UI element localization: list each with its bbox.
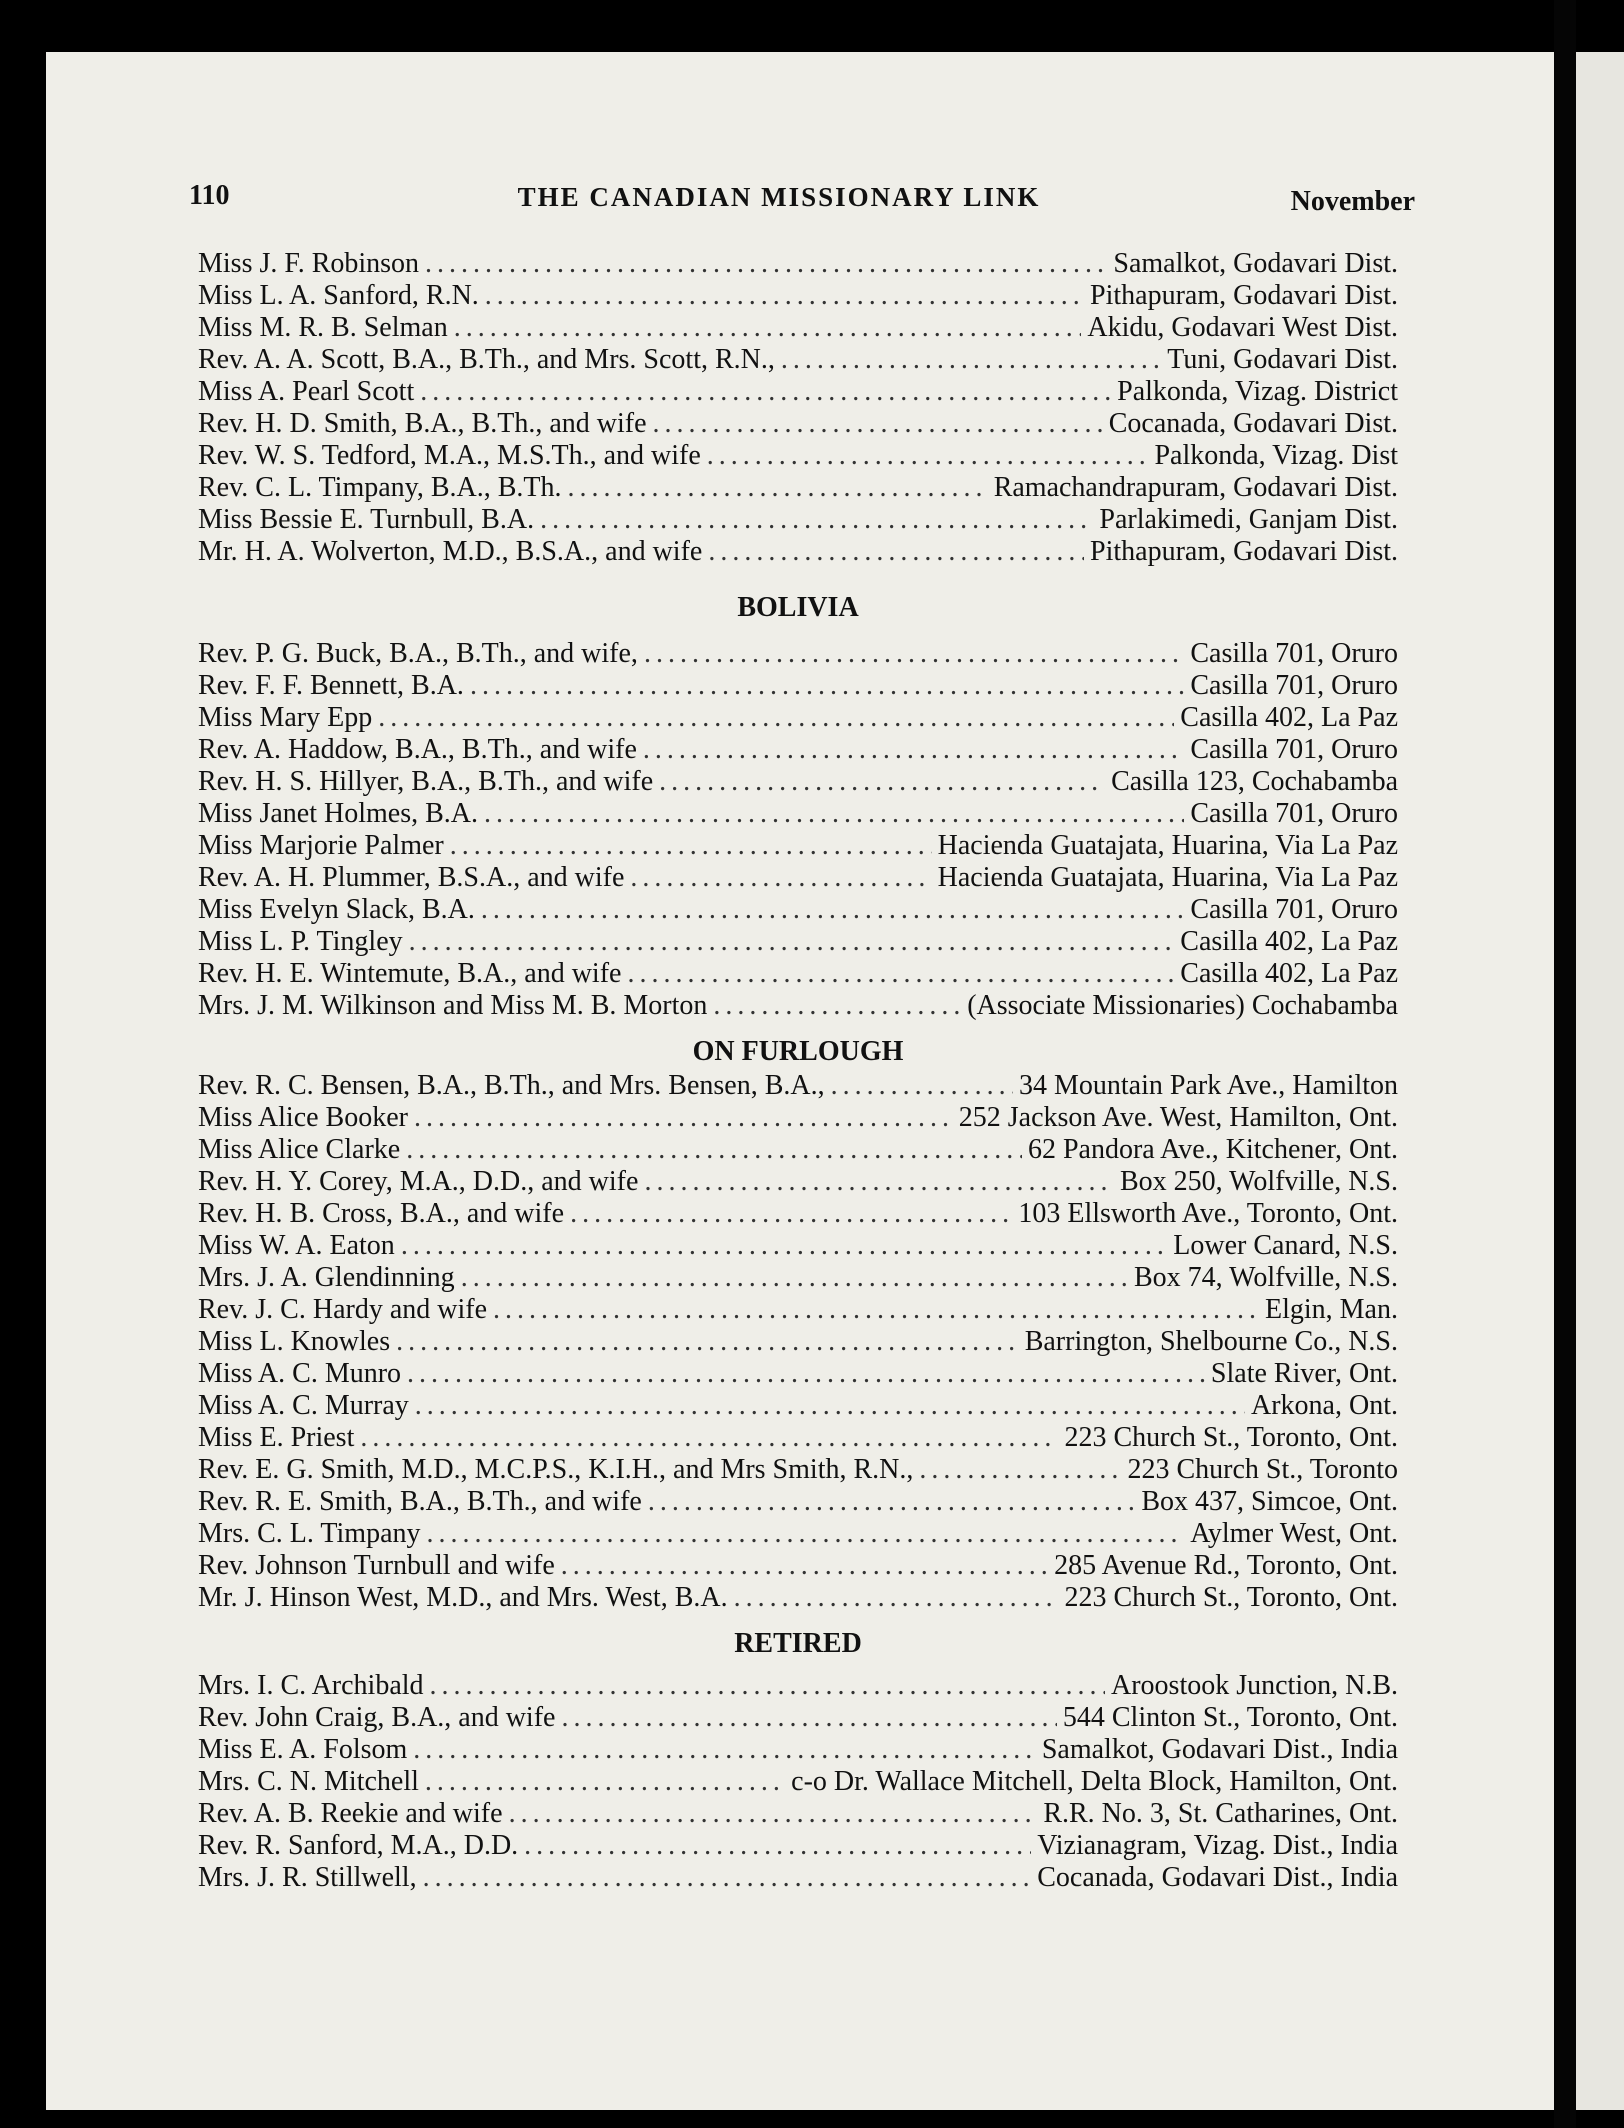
directory-entry [198,1198,1398,1230]
entry-name: Mrs. C. N. Mitchell [198,1766,419,1797]
leader-dots [481,894,1184,926]
entry-location: 223 Church St., Toronto, Ont. [1064,1422,1398,1453]
leader-dots [659,766,1105,798]
leader-dots [396,1326,1019,1358]
leader-dots [414,1102,953,1134]
entry-name: Miss Mary Epp [198,702,373,733]
leader-dots [461,1262,1128,1294]
directory-entry [198,1422,1398,1454]
directory-entry [198,248,1398,280]
leader-dots [524,1830,1031,1862]
entry-location: Palkonda, Vizag. District [1117,376,1398,407]
entry-location: 223 Church St., Toronto, Ont. [1064,1582,1398,1613]
entry-location: Casilla 701, Oruro [1190,894,1398,925]
entry-location: Box 250, Wolfville, N.S. [1119,1166,1398,1197]
leader-dots [708,536,1084,568]
entry-name: Rev. A. Haddow, B.A., B.Th., and wife [198,734,637,765]
entry-name: Miss Janet Holmes, B.A. [198,798,478,829]
entry-location: Samalkot, Godavari Dist., India [1041,1734,1398,1765]
entry-location: Casilla 402, La Paz [1180,958,1398,989]
leader-dots [401,1230,1167,1262]
entry-name: Miss J. F. Robinson [198,248,420,279]
entry-name: Rev. R. Sanford, M.A., D.D. [198,1830,519,1861]
entry-name: Rev. E. G. Smith, M.D., M.C.P.S., K.I.H., and Mrs Smith, R.N., [198,1454,914,1485]
entry-name: Miss E. A. Folsom [198,1734,408,1765]
entry-name: Rev. A. A. Scott, B.A., B.Th., and Mrs. Scott, R.N., [198,344,775,375]
leader-dots [648,1486,1135,1518]
leader-dots [627,958,1174,990]
entry-location: Barrington, Shelbourne Co., N.S. [1024,1326,1398,1357]
entry-location: Box 437, Simcoe, Ont. [1141,1486,1398,1517]
leader-dots [409,926,1175,958]
leader-dots [427,1518,1185,1550]
entry-name: Rev. C. L. Timpany, B.A., B.Th. [198,472,562,503]
leader-dots [425,248,1107,280]
leader-dots [734,1582,1059,1614]
directory-entry [198,1262,1398,1294]
directory-entry [198,638,1398,670]
entry-name: Mr. H. A. Wolverton, M.D., B.S.A., and wife [198,536,703,567]
leader-dots [919,1454,1121,1486]
entry-name: Rev. A. B. Reekie and wife [198,1798,503,1829]
directory-entry [198,1326,1398,1358]
entry-location: Casilla 402, La Paz [1180,926,1398,957]
entry-location: Tuni, Godavari Dist. [1167,344,1398,375]
entry-name: Mrs. J. R. Stillwell, [198,1862,417,1893]
directory-entry [198,1294,1398,1326]
entry-location: Casilla 701, Oruro [1190,734,1398,765]
leader-dots [781,344,1161,376]
entry-name: Mrs. J. M. Wilkinson and Miss M. B. Morton [198,990,708,1021]
leader-dots [707,440,1149,472]
directory-entry [198,1550,1398,1582]
entry-location: 34 Mountain Park Ave., Hamilton [1019,1070,1398,1101]
leader-dots [454,312,1082,344]
leader-dots [420,376,1111,408]
entry-location: Aroostook Junction, N.B. [1111,1670,1398,1701]
directory-entry [198,312,1398,344]
directory-entry [198,1702,1398,1734]
entry-location: Casilla 123, Cochabamba [1111,766,1398,797]
entry-location: Cocanada, Godavari Dist. [1108,408,1398,439]
leader-dots [643,734,1184,766]
leader-dots [415,1390,1245,1422]
leader-dots [378,702,1174,734]
leader-dots [470,670,1184,702]
facing-page-edge [1576,52,1624,2110]
directory-entry [198,830,1398,862]
entry-location: 285 Avenue Rd., Toronto, Ont. [1054,1550,1398,1581]
directory-entry [198,798,1398,830]
entry-location: Casilla 701, Oruro [1190,798,1398,829]
directory-entry [198,1454,1398,1486]
leader-dots [653,408,1103,440]
directory-entry [198,1102,1398,1134]
directory-entry [198,472,1398,504]
entry-name: Miss L. P. Tingley [198,926,403,957]
entry-name: Rev. John Craig, B.A., and wife [198,1702,556,1733]
entry-location: 62 Pandora Ave., Kitchener, Ont. [1027,1134,1398,1165]
entry-location: Box 74, Wolfville, N.S. [1133,1262,1398,1293]
directory-entry [198,1166,1398,1198]
entry-name: Miss Marjorie Palmer [198,830,444,861]
entry-name: Miss E. Priest [198,1422,355,1453]
entry-name: Mrs. I. C. Archibald [198,1670,424,1701]
directory-entry [198,1862,1398,1894]
directory-entry [198,440,1398,472]
entry-name: Rev. H. Y. Corey, M.A., D.D., and wife [198,1166,639,1197]
leader-dots [570,1198,1012,1230]
directory-entry [198,862,1398,894]
directory-entry [198,1358,1398,1390]
entry-name: Rev. R. E. Smith, B.A., B.Th., and wife [198,1486,642,1517]
directory-entry [198,1830,1398,1862]
entry-location: Akidu, Godavari West Dist. [1087,312,1398,343]
entry-location: Casilla 701, Oruro [1190,638,1398,669]
leader-dots [406,1134,1022,1166]
entry-location: Ramachandrapuram, Godavari Dist. [993,472,1398,503]
directory-entry [198,1582,1398,1614]
publication-title: THE CANADIAN MISSIONARY LINK [517,182,1041,212]
leader-dots [831,1070,1013,1102]
entry-name: Rev. W. S. Tedford, M.A., M.S.Th., and wife [198,440,701,471]
leader-dots [568,472,988,504]
entry-name: Rev. J. C. Hardy and wife [198,1294,488,1325]
entry-location: Samalkot, Godavari Dist. [1113,248,1398,279]
leader-dots [413,1734,1036,1766]
directory-entry [198,1390,1398,1422]
directory-entry [198,958,1398,990]
entry-location: 544 Clinton St., Toronto, Ont. [1062,1702,1398,1733]
directory-entry [198,734,1398,766]
entry-name: Mrs. C. L. Timpany [198,1518,421,1549]
leader-dots [630,862,931,894]
directory-entry [198,990,1398,1022]
entry-name: Rev. R. C. Bensen, B.A., B.Th., and Mrs. Bensen, B.A., [198,1070,825,1101]
leader-dots [540,504,1093,536]
entry-location: (Associate Missionaries) Cochabamba [967,990,1398,1021]
leader-dots [644,1166,1114,1198]
entry-location: Lower Canard, N.S. [1173,1230,1398,1261]
entry-name: Rev. Johnson Turnbull and wife [198,1550,555,1581]
entry-name: Mrs. J. A. Glendinning [198,1262,455,1293]
directory-entry [198,1134,1398,1166]
entry-name: Miss A. C. Munro [198,1358,402,1389]
entry-name: Rev. H. S. Hillyer, B.A., B.Th., and wife [198,766,654,797]
directory-entry [198,1670,1398,1702]
entry-name: Rev. H. D. Smith, B.A., B.Th., and wife [198,408,647,439]
entry-location: Palkonda, Vizag. Dist [1154,440,1398,471]
entry-name: Miss Alice Clarke [198,1134,401,1165]
entry-name: Miss Alice Booker [198,1102,408,1133]
leader-dots [509,1798,1038,1830]
entry-name: Rev. P. G. Buck, B.A., B.Th., and wife, [198,638,638,669]
entry-name: Miss A. Pearl Scott [198,376,415,407]
directory-entry [198,408,1398,440]
directory-entry [198,766,1398,798]
entry-name: Miss L. Knowles [198,1326,391,1357]
book-gutter [1554,0,1576,2128]
leader-dots [423,1862,1032,1894]
section-heading-furlough: ON FURLOUGH [692,1036,904,1067]
entry-location: Parlakimedi, Ganjam Dist. [1099,504,1398,535]
directory-entry [198,1798,1398,1830]
directory-entry [198,1486,1398,1518]
entry-name: Miss W. A. Eaton [198,1230,395,1261]
section-heading-retired: RETIRED [734,1628,862,1659]
leader-dots [407,1358,1205,1390]
entry-location: Arkona, Ont. [1251,1390,1398,1421]
entry-location: Hacienda Guatajata, Huarina, Via La Paz [937,830,1398,861]
issue-month: November [1290,186,1415,217]
entry-location: 223 Church St., Toronto [1127,1454,1398,1485]
directory-entry [198,702,1398,734]
entry-name: Mr. J. Hinson West, M.D., and Mrs. West, B.A. [198,1582,728,1613]
entry-name: Miss A. C. Murray [198,1390,409,1421]
directory-entry [198,376,1398,408]
directory-entry [198,1766,1398,1798]
entry-location: R.R. No. 3, St. Catharines, Ont. [1043,1798,1398,1829]
entry-location: Casilla 701, Oruro [1190,670,1398,701]
directory-entry [198,1518,1398,1550]
page-number: 110 [189,180,230,211]
directory-entry [198,1734,1398,1766]
leader-dots [561,1550,1048,1582]
entry-location: 252 Jackson Ave. West, Hamilton, Ont. [958,1102,1398,1133]
leader-dots [485,280,1084,312]
entry-name: Miss L. A. Sanford, R.N. [198,280,479,311]
entry-name: Rev. H. B. Cross, B.A., and wife [198,1198,565,1229]
entry-name: Rev. H. E. Wintemute, B.A., and wife [198,958,622,989]
entry-location: Cocanada, Godavari Dist., India [1037,1862,1398,1893]
directory-entry [198,1070,1398,1102]
entry-location: Aylmer West, Ont. [1190,1518,1398,1549]
leader-dots [561,1702,1056,1734]
entry-location: Casilla 402, La Paz [1180,702,1398,733]
entry-name: Rev. A. H. Plummer, B.S.A., and wife [198,862,625,893]
leader-dots [493,1294,1259,1326]
directory-entry [198,894,1398,926]
leader-dots [713,990,961,1022]
directory-entry [198,926,1398,958]
entry-location: Vizianagram, Vizag. Dist., India [1037,1830,1398,1861]
directory-entry [198,1230,1398,1262]
leader-dots [484,798,1184,830]
directory-entry [198,504,1398,536]
directory-entry [198,344,1398,376]
leader-dots [450,830,932,862]
entry-location: Pithapuram, Godavari Dist. [1090,280,1398,311]
entry-location: Slate River, Ont. [1210,1358,1398,1389]
entry-location: Pithapuram, Godavari Dist. [1090,536,1398,567]
entry-location: Hacienda Guatajata, Huarina, Via La Paz [937,862,1398,893]
section-heading-bolivia: BOLIVIA [737,592,859,623]
entry-name: Miss Bessie E. Turnbull, B.A. [198,504,535,535]
entry-location: Elgin, Man. [1265,1294,1398,1325]
leader-dots [360,1422,1058,1454]
entry-name: Miss M. R. B. Selman [198,312,448,343]
directory-entry [198,280,1398,312]
entry-name: Miss Evelyn Slack, B.A. [198,894,475,925]
directory-entry [198,536,1398,568]
leader-dots [425,1766,785,1798]
entry-name: Rev. F. F. Bennett, B.A. [198,670,464,701]
leader-dots [430,1670,1105,1702]
page-header [143,180,1415,220]
directory-entry [198,670,1398,702]
entry-location: 103 Ellsworth Ave., Toronto, Ont. [1018,1198,1398,1229]
entry-location: c-o Dr. Wallace Mitchell, Delta Block, Hamilton, Ont. [791,1766,1398,1797]
leader-dots [644,638,1184,670]
